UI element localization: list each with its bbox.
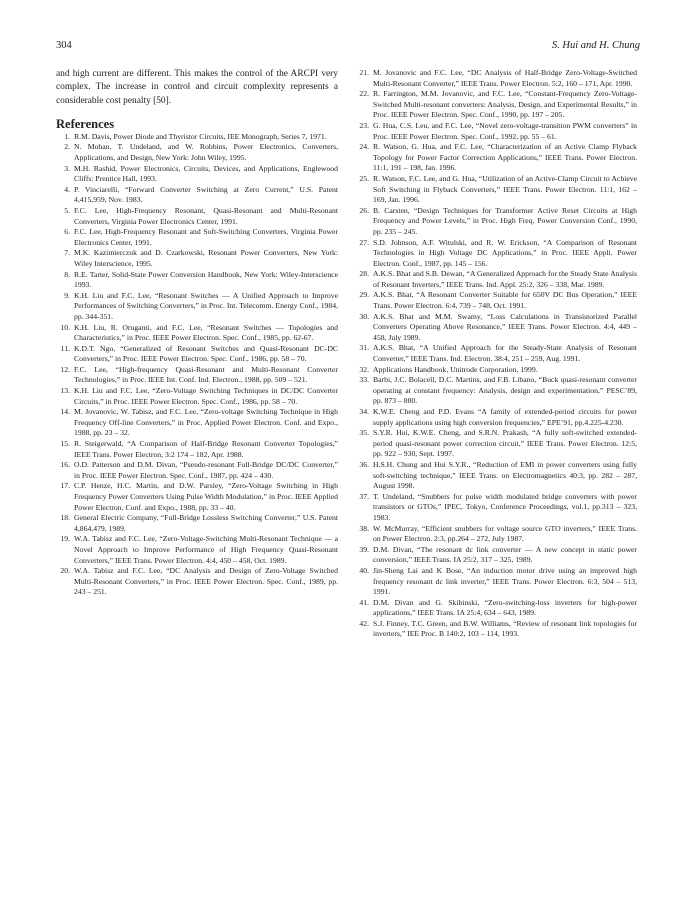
reference-item	[355, 89, 637, 121]
reference-text: Barbi, J.C. Bolacell, D.C. Martins, and F.B. Libano, “Buck quasi-resonant converter operating at constant frequency: Analysis, design and experimentation,” PESC’89, pp. 873 – 880.	[373, 375, 637, 406]
reference-text: K.H. Liu, R. Oruganti, and F.C. Lee, “Resonant Switches — Topologies and Characteristics,” in Proc. IEEE Power Electron. Spec. Conf., 1985, pp. 62-67.	[74, 322, 338, 343]
reference-text: W.A. Tabisz and F.C. Lee, “Zero-Voltage-Switching Multi-Resonant Technique — a Novel Approach to Improve Performance of High Frequency Quasi-Resonant Converters,” IEEE Trans. Power Electron. 4:4, 450 – 458, Oct. 1989.	[74, 534, 338, 565]
reference-text: S.J. Finney, T.C. Green, and B.W. Williams, “Review of resonant link topologies for inverters,” IEE Proc. B 140:2, 103 – 114, 1993.	[373, 618, 637, 639]
reference-text: S.D. Johnson, A.F. Witulski, and R. W. Erickson, “A Comparison of Resonant Technologies in High Voltage DC Applications,” in Proc. IEEE Appli. Power Electron. Conf., 1987, pp. 145 – 156.	[373, 237, 637, 268]
reference-item	[355, 598, 637, 619]
reference-item	[56, 164, 338, 185]
reference-number: 14.	[60, 407, 70, 417]
reference-number: 34.	[359, 407, 369, 416]
reference-text: Applications Handbook, Unitrode Corporation, 1999.	[373, 364, 538, 374]
reference-number: 40.	[359, 565, 369, 575]
reference-item	[56, 481, 338, 513]
reference-item	[56, 513, 338, 534]
reference-item	[355, 312, 637, 344]
reference-text: D.M. Divan and G. Skibinski, “Zero-switching-loss inverters for high-power applications,” IEEE Trans. IA 25:4, 634 – 643, 1989.	[373, 597, 637, 618]
reference-item	[355, 290, 637, 311]
reference-number: 4.	[64, 184, 70, 194]
reference-text: R. Farrington, M.M. Jovanovic, and F.C. Lee, “Constant-Frequency Zero-Voltage-Switched Multi-resonant converters: Analysis, Design, and Experimental Results,” in Proc. IEEE Power Electron. Spec. Conf., 1990, pp. 197 – 205.	[373, 89, 637, 120]
reference-text: R.E. Tarter, Solid-State Power Conversion Handbook, New York: Wiley-Interscience 1993.	[74, 269, 338, 290]
reference-text: F.C. Lee, High-Frequency Resonant and Soft-Switching Converters, Virginia Power Electronics Center, 1991.	[74, 227, 338, 247]
reference-text: C.P. Henze, H.C. Martin, and D.W. Parsley, “Zero-Voltage Switching in High Frequency Power Converters Using Pulse Width Modulation,” in Proc. IEEE Applied Power Electron. Conf. and Expo., 1988, pp. 33 – 40.	[74, 481, 338, 512]
reference-text: K.D.T. Ngo, “Generalized of Resonant Switches and Quasi-Resonant DC-DC Converters,” in Proc. IEEE Power Electron. Spec. Conf., 1986, pp. 58 – 70.	[74, 343, 338, 364]
reference-text: A.K.S. Bhat, “A Resonant Converter Suitable for 650V DC Bus Operation,” IEEE Trans. Power Electron. 6:4, 739 – 748, Oct. 1991.	[373, 290, 637, 311]
reference-item	[355, 524, 637, 545]
reference-item	[56, 534, 338, 566]
reference-text: K.H. Liu and F.C. Lee, “Resonant Switches — A Unified Approach to Improve Performances of Switching Converters,” in Proc. Int. Telecomm. Energy Conf., 1984, pp. 344-351.	[74, 290, 338, 321]
reference-item	[56, 323, 338, 344]
reference-item	[56, 460, 338, 481]
reference-text: P. Vinciarelli, “Forward Converter Switching at Zero Current,” U.S. Patent 4,415,959, Nov. 1983.	[74, 184, 338, 205]
reference-item	[355, 142, 637, 174]
reference-item	[56, 386, 338, 407]
reference-number: 15.	[60, 439, 70, 449]
reference-text: G. Hua, C.S. Leu, and F.C. Lee, “Novel zero-voltage-transition PWM converters” in Proc. IEEE Power Electron. Spec. Conf., 1992, pp. 55 – 61.	[373, 120, 637, 141]
reference-number: 32.	[359, 364, 369, 374]
reference-item	[355, 68, 637, 89]
reference-text: A.K.S. Bhat and S.B. Dewan, “A Generalized Approach for the Steady State Analysis of Resonant Inverters,” IEEE Trans. Ind. Appl. 25:2, 326 – 338, Mar. 1989.	[373, 269, 637, 289]
reference-number: 33.	[359, 375, 369, 385]
reference-item	[355, 407, 637, 428]
reference-number: 31.	[359, 343, 369, 353]
reference-text: M. Jovanovic, W. Tabisz, and F.C. Lee, “Zero-voltage Switching Technique in High Frequency Off-line Converters,” in Proc. Applied Power Electron. Conf. and Expo., 1988, pp. 23 – 32.	[74, 407, 338, 438]
reference-text: F.C. Lee, “High-frequency Quasi-Resonant and Multi-Resonant Converter Technologies,” in Proc. IEEE Int. Conf. Ind. Electron., 1988, pp. 509 – 521.	[74, 364, 338, 385]
reference-text: H.S.H. Chung and Hui S.Y.R., “Reduction of EMI in power converters using fully soft-switching technique,” IEEE Trans. on Electromagnetics 40:3, pp. 282 – 287, August 1998.	[373, 459, 637, 491]
reference-item	[56, 365, 338, 386]
reference-number: 29.	[359, 290, 369, 300]
right-column	[355, 68, 637, 640]
reference-text: Jin-Sheng Lai and K Bose, “An induction motor drive using an improved high frequency resonant dc link inverter,” IEEE Trans. Power Electron. 6:3, 504 – 513, 1991.	[373, 565, 637, 597]
reference-number: 19.	[60, 534, 70, 544]
reference-number: 26.	[359, 205, 369, 215]
references-heading: References	[56, 117, 115, 132]
reference-text: M. Jovanovic and F.C. Lee, “DC Analysis of Half-Bridge Zero-Voltage-Switched Multi-Resonant Converter,” IEEE Trans. Power Electron. 5:2, 160 – 171, Apr. 1990.	[373, 68, 637, 88]
reference-number: 13.	[60, 386, 70, 396]
intro-paragraph: and high current are different. This makes the control of the ARCPI very complex. The increase in control and circuit complexity represents a considerable cost penalty [50].	[56, 69, 338, 106]
reference-item	[56, 132, 338, 143]
reference-number: 41.	[359, 597, 369, 607]
reference-item	[56, 344, 338, 365]
reference-number: 37.	[359, 491, 369, 501]
reference-number: 10.	[60, 322, 70, 332]
reference-item	[355, 343, 637, 364]
reference-number: 20.	[60, 566, 70, 576]
reference-number: 11.	[60, 343, 70, 353]
reference-number: 28.	[359, 269, 369, 279]
reference-number: 9.	[64, 290, 70, 300]
reference-item	[56, 439, 338, 460]
reference-text: K.W.E. Cheng and P.D. Evans “A family of extended-period circuits for power supply applications using high conversion frequencies,” EPE’91, pp.4.225-4.230.	[373, 407, 637, 427]
reference-item	[355, 428, 637, 460]
reference-number: 36.	[359, 459, 369, 469]
reference-number: 22.	[359, 89, 369, 99]
reference-item	[56, 227, 338, 248]
reference-item	[355, 269, 637, 290]
reference-number: 8.	[64, 269, 70, 279]
reference-number: 2.	[64, 142, 70, 152]
reference-number: 24.	[359, 142, 369, 152]
reference-item	[355, 238, 637, 270]
reference-text: A.K.S. Bhat and M.M. Swamy, “Loss Calculations in Transistorized Parallel Converters Operating Above Resonance,” IEEE Trans. Power Electron. 4:4, 449 – 458, July 1989.	[373, 311, 637, 342]
reference-text: A.K.S. Bhat, “A Unified Approach for the Steady-State Analysis of Resonant Converter,” IEEE Trans. Ind. Electron. 38:4, 251 – 259, Aug. 1991.	[373, 343, 637, 364]
reference-text: R. Watson, F.C. Lee, and G. Hua, “Utilization of an Active-Clamp Circuit to Achieve Soft Switching in Flyback Converters,” IEEE Trans. Power Electron. 11:1, 162 – 169, Jan. 1996.	[373, 173, 637, 205]
reference-number: 16.	[60, 460, 70, 470]
reference-number: 18.	[60, 513, 70, 523]
reference-number: 7.	[64, 248, 70, 258]
left-column	[56, 68, 338, 598]
reference-item	[355, 492, 637, 524]
reference-number: 23.	[359, 120, 369, 130]
reference-item	[56, 566, 338, 598]
reference-text: General Electric Company, “Full-Bridge Lossless Switching Converter,” U.S. Patent 4,864,479, 1989.	[74, 513, 338, 533]
reference-text: T. Undeland, “Snubbers for pulse width modulated bridge converters with power transistors or GTOs,” IPEC, Tokyo, Conference Proceedings, vol.1, pp.313 – 323, 1983.	[373, 491, 637, 522]
reference-item	[355, 545, 637, 566]
reference-text: R. Steigerwald, “A Comparison of Half-Bridge Resonant Converter Topologies,” IEEE Trans. Power Electron, 3:2 174 – 182, Apr. 1988.	[74, 439, 338, 459]
reference-text: B. Carsten, “Design Techniques for Transformer Active Reset Circuits at High Frequency and Power Levels,” in Proc. High Freq. Power Conversion Conf., 1990, pp. 235 – 245.	[373, 205, 637, 236]
reference-item	[56, 206, 338, 227]
reference-text: K.H. Liu and F.C. Lee, “Zero-Voltage Switching Techniques in DC/DC Converter Circuits,” in Proc. IEEE Power Electron. Spec. Conf., 1986, pp. 58 – 70.	[74, 386, 338, 406]
reference-text: W.A. Tabisz and F.C. Lee, “DC Analysis and Design of Zero-Voltage Switched Multi-Resonant Converters,” in Proc. IEEE Power Electron. Spec. Conf., 1989, pp. 243 – 251.	[74, 566, 338, 597]
reference-text: D.M. Divan, “The resonant dc link converter — A new concept in static power conversion,” IEEE Trans. IA 25:2, 317 – 325, 1989.	[373, 544, 637, 565]
reference-item	[355, 619, 637, 640]
reference-text: R.M. Davis, Power Diode and Thyristor Circuits, IEE Monograph, Series 7, 1971.	[74, 131, 327, 141]
reference-text: S.Y.R. Hui, K.W.E. Cheng, and S.R.N. Prakash, “A fully soft-switched extended-period quasi-resonant power correction circuit,” IEEE Trans. Power Electron. 12:5, pp. 922 – 930, Sept. 1997.	[373, 428, 637, 459]
reference-item	[56, 185, 338, 206]
reference-number: 30.	[359, 311, 369, 321]
reference-number: 27.	[359, 237, 369, 247]
reference-item	[355, 460, 637, 492]
reference-list-right	[355, 68, 637, 640]
running-head-authors: S. Hui and H. Chung	[551, 40, 640, 51]
reference-text: F.C. Lee, High-Frequency Resonant, Quasi-Resonant and Multi-Resonant Converters, Virginia Power Electronics Center, 1991.	[74, 205, 338, 226]
running-head	[56, 40, 640, 54]
reference-item	[56, 270, 338, 291]
reference-number: 42.	[359, 618, 369, 628]
reference-text: M.K. Kazimierczuk and D. Czarkowski, Resonant Power Converters, New York: Wiley Interscience, 1995.	[74, 248, 338, 268]
reference-item	[56, 142, 338, 163]
reference-item	[56, 248, 338, 269]
reference-item	[355, 121, 637, 142]
reference-list-left	[56, 132, 338, 598]
reference-number: 1.	[64, 131, 70, 141]
reference-number: 17.	[60, 481, 70, 491]
reference-number: 39.	[359, 544, 369, 554]
page-number: 304	[56, 40, 72, 51]
reference-item	[355, 365, 637, 376]
reference-number: 38.	[359, 523, 369, 533]
reference-item	[355, 566, 637, 598]
reference-item	[355, 375, 637, 407]
reference-item	[56, 291, 338, 323]
reference-text: R. Watson, G. Hua, and F.C. Lee, “Characterization of an Active Clamp Flyback Topology for Power Factor Correction Applications,” IEEE Trans. Power Electron. 11:1, 191 – 198, Jan. 1996.	[373, 142, 637, 173]
reference-number: 5.	[64, 205, 70, 215]
reference-number: 12.	[60, 364, 70, 374]
reference-item	[355, 206, 637, 238]
reference-item	[56, 407, 338, 439]
reference-text: W. McMurray, “Efficient snubbers for voltage source GTO inverters,” IEEE Trans. on Power Electron. 2:3, pp.264 – 272, July 1987.	[373, 523, 637, 544]
reference-number: 25.	[359, 173, 369, 183]
reference-text: N. Mohan, T. Undeland, and W. Robbins, Power Electronics, Converters, Applications, and Design, New York: John Wiley, 1995.	[74, 142, 338, 162]
reference-number: 6.	[64, 227, 70, 237]
reference-number: 3.	[64, 163, 70, 173]
reference-text: O.D. Patterson and D.M. Divan, “Pseudo-resonant Full-Bridge DC/DC Converter,” in Proc. IEEE Power Electron. Spec. Conf., 1987, pp. 424 – 430.	[74, 460, 338, 480]
reference-text: M.H. Rashid, Power Electronics, Circuits, Devices, and Applications, Englewood Cliffs: Prentice Hall, 1993.	[74, 163, 338, 184]
reference-number: 21.	[359, 68, 369, 77]
reference-number: 35.	[359, 428, 369, 438]
reference-item	[355, 174, 637, 206]
